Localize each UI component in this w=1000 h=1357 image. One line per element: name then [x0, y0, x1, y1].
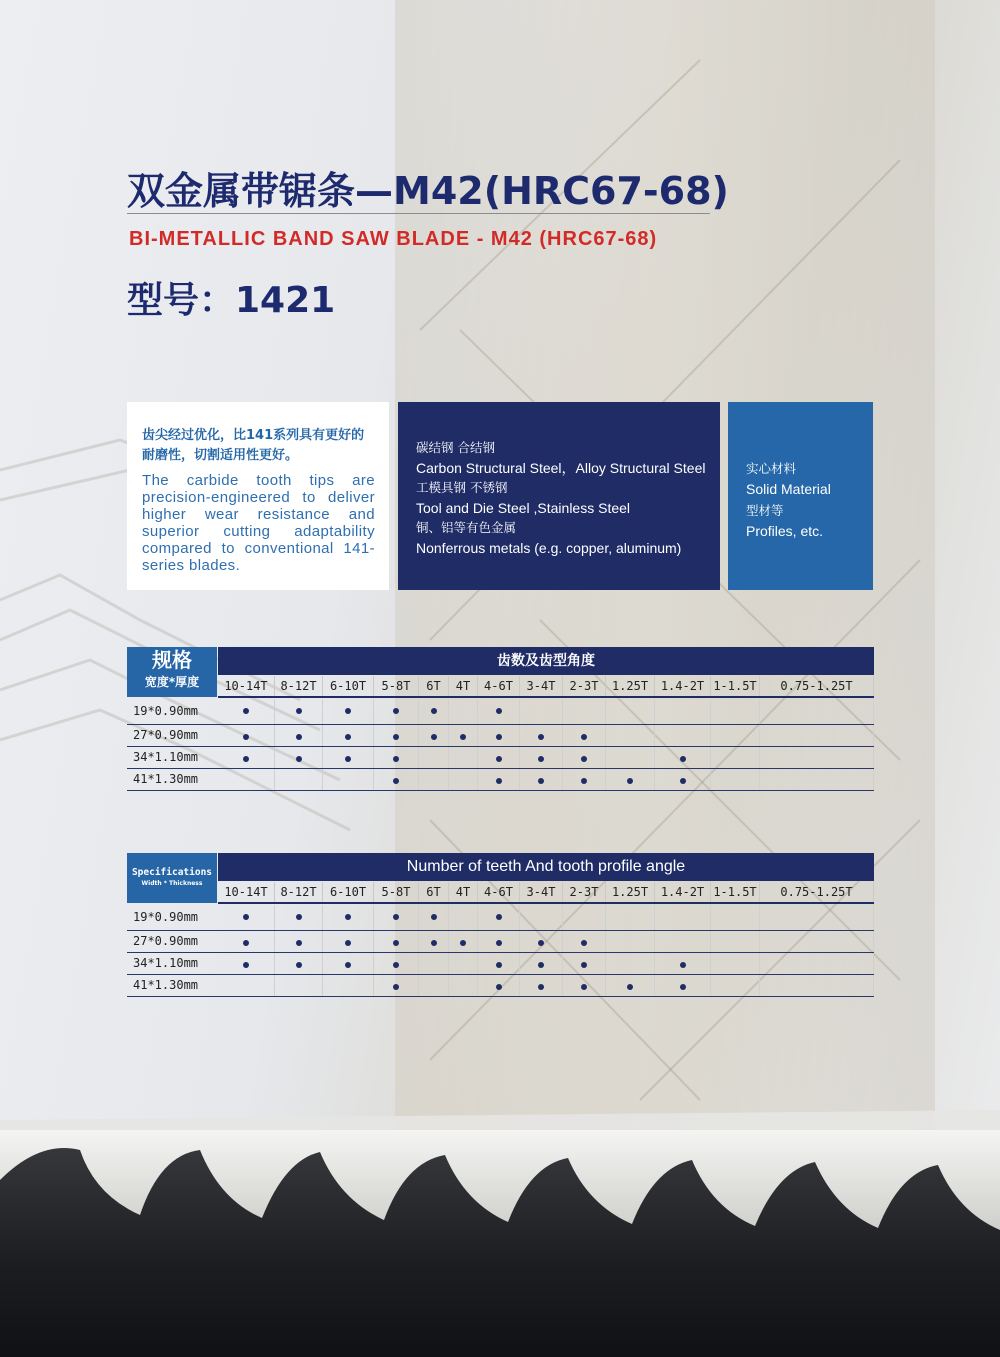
column-header: 4-6T: [478, 676, 520, 696]
intro-cn: 齿尖经过优化，比141系列具有更好的耐磨性，切割适用性更好。: [142, 428, 365, 463]
mark-cell: [449, 975, 478, 996]
availability-dot: [538, 962, 544, 968]
mark-cell: [606, 725, 655, 746]
spec-header-cell-cn: [127, 647, 217, 697]
mark-cell: [520, 699, 563, 724]
mark-cell: [478, 931, 520, 952]
mark-cell: [711, 699, 760, 724]
mark-cell: [520, 725, 563, 746]
teeth-header-band-en: Number of teeth And tooth profile angle: [218, 853, 874, 881]
mark-cell: [374, 953, 419, 974]
mark-cell: [419, 905, 449, 930]
mark-cell: [449, 931, 478, 952]
column-header: 10-14T: [218, 882, 275, 902]
mark-cell: [711, 747, 760, 768]
column-header: 1.25T: [606, 676, 655, 696]
size-cell: 41*1.30mm: [133, 772, 199, 786]
table-row: [127, 953, 874, 975]
size-cell: 41*1.30mm: [133, 978, 199, 992]
mark-cell: [449, 725, 478, 746]
mark-cell: [606, 769, 655, 790]
mark-cell: [760, 953, 874, 974]
column-header: 4-6T: [478, 882, 520, 902]
forms-line2-en: Profiles, etc.: [746, 523, 824, 539]
mark-cell: [563, 769, 606, 790]
size-cell: 27*0.90mm: [133, 934, 199, 948]
mark-cell: [520, 747, 563, 768]
availability-dot: [243, 962, 249, 968]
column-header: 5-8T: [374, 676, 419, 696]
mark-cell: [275, 747, 323, 768]
mark-cell: [563, 975, 606, 996]
availability-dot: [393, 914, 399, 920]
mark-cell: [218, 905, 275, 930]
availability-dot: [496, 708, 502, 714]
intro-en: The carbide tooth tips are precision-engineered to deliver higher wear resistance and superior cutting adaptability compared to conventional 141-series blades.: [142, 472, 375, 574]
availability-dot: [296, 756, 302, 762]
mark-cell: [218, 699, 275, 724]
availability-dot: [345, 708, 351, 714]
materials-line1-en: Carbon Structural Steel，Alloy Structural Steel: [416, 460, 706, 476]
mark-cell: [478, 953, 520, 974]
mark-cell: [419, 953, 449, 974]
column-header: 3-4T: [520, 882, 563, 902]
table-row: [127, 747, 874, 769]
availability-dot: [538, 778, 544, 784]
mark-cell: [606, 699, 655, 724]
mark-cell: [374, 699, 419, 724]
availability-dot: [496, 914, 502, 920]
mark-cell: [606, 931, 655, 952]
mark-cell: [563, 747, 606, 768]
column-header: 6-10T: [323, 882, 374, 902]
availability-dot: [538, 756, 544, 762]
mark-cell: [323, 931, 374, 952]
mark-cell: [711, 953, 760, 974]
mark-cell: [655, 747, 711, 768]
mark-cell: [520, 975, 563, 996]
column-header: 1-1.5T: [711, 676, 760, 696]
availability-dot: [345, 940, 351, 946]
size-cell: 19*0.90mm: [133, 704, 199, 718]
availability-dot: [581, 734, 587, 740]
mark-cell: [419, 725, 449, 746]
mark-cell: [711, 975, 760, 996]
mark-cell: [275, 725, 323, 746]
materials-line2-cn: 工模具钢 不锈钢: [416, 480, 508, 495]
materials-line1-cn: 碳结钢 合结钢: [416, 440, 495, 455]
mark-cell: [323, 725, 374, 746]
size-cell: 19*0.90mm: [133, 910, 199, 924]
mark-cell: [563, 953, 606, 974]
availability-dot: [460, 940, 466, 946]
mark-cell: [449, 953, 478, 974]
column-header: 6-10T: [323, 676, 374, 696]
availability-dot: [496, 984, 502, 990]
availability-dot: [431, 734, 437, 740]
mark-cell: [563, 905, 606, 930]
mark-cell: [218, 769, 275, 790]
availability-dot: [538, 734, 544, 740]
availability-dot: [581, 962, 587, 968]
mark-cell: [563, 725, 606, 746]
mark-cell: [760, 931, 874, 952]
mark-cell: [374, 725, 419, 746]
mark-cell: [655, 953, 711, 974]
mark-cell: [563, 699, 606, 724]
availability-dot: [243, 914, 249, 920]
title-divider: [127, 213, 710, 214]
availability-dot: [460, 734, 466, 740]
mark-cell: [323, 769, 374, 790]
page-title-cn: 双金属带锯条—M42(HRC67-68): [127, 169, 729, 213]
availability-dot: [345, 734, 351, 740]
mark-cell: [760, 747, 874, 768]
mark-cell: [419, 769, 449, 790]
column-header: 2-3T: [563, 882, 606, 902]
mark-cell: [419, 747, 449, 768]
column-header: 1.4-2T: [655, 676, 711, 696]
availability-dot: [680, 962, 686, 968]
mark-cell: [655, 931, 711, 952]
availability-dot: [627, 984, 633, 990]
column-header: 8-12T: [275, 882, 323, 902]
size-cell: 34*1.10mm: [133, 750, 199, 764]
mark-cell: [323, 953, 374, 974]
mark-cell: [520, 905, 563, 930]
column-header: 3-4T: [520, 676, 563, 696]
table-row: [127, 725, 874, 747]
spec-header-sub-en: Width * Thickness: [141, 880, 203, 887]
availability-dot: [496, 940, 502, 946]
column-header-row: [218, 882, 874, 904]
mark-cell: [655, 975, 711, 996]
availability-dot: [296, 914, 302, 920]
size-cell: 34*1.10mm: [133, 956, 199, 970]
mark-cell: [419, 931, 449, 952]
column-header: 6T: [419, 676, 449, 696]
column-header: 4T: [449, 882, 478, 902]
mark-cell: [218, 725, 275, 746]
mark-cell: [323, 975, 374, 996]
mark-cell: [606, 975, 655, 996]
availability-dot: [393, 778, 399, 784]
availability-dot: [345, 962, 351, 968]
availability-dot: [296, 940, 302, 946]
availability-dot: [496, 778, 502, 784]
availability-dot: [680, 778, 686, 784]
availability-dot: [431, 940, 437, 946]
size-cell: 27*0.90mm: [133, 728, 199, 742]
table-row: [127, 905, 874, 931]
materials-box: [398, 402, 720, 590]
mark-cell: [275, 905, 323, 930]
mark-cell: [711, 931, 760, 952]
materials-line3-en: Nonferrous metals (e.g. copper, aluminum): [416, 540, 682, 556]
availability-dot: [431, 914, 437, 920]
availability-dot: [243, 734, 249, 740]
spec-rows: [127, 905, 874, 997]
mark-cell: [711, 905, 760, 930]
column-header: 0.75-1.25T: [760, 676, 874, 696]
mark-cell: [323, 905, 374, 930]
mark-cell: [478, 699, 520, 724]
materials-line3-cn: 铜、铝等有色金属: [416, 520, 517, 535]
availability-dot: [296, 734, 302, 740]
mark-cell: [218, 931, 275, 952]
page-title-en: BI-METALLIC BAND SAW BLADE - M42 (HRC67-68): [129, 228, 658, 250]
mark-cell: [655, 725, 711, 746]
table-row: [127, 931, 874, 953]
intro-box: [127, 402, 389, 590]
mark-cell: [478, 725, 520, 746]
availability-dot: [345, 914, 351, 920]
mark-cell: [760, 699, 874, 724]
mark-cell: [218, 747, 275, 768]
spec-header-sub-cn: 宽度*厚度: [144, 675, 200, 689]
mark-cell: [760, 725, 874, 746]
availability-dot: [627, 778, 633, 784]
mark-cell: [374, 769, 419, 790]
column-header: 1.25T: [606, 882, 655, 902]
column-header-row: [218, 676, 874, 698]
mark-cell: [711, 725, 760, 746]
column-header: 1-1.5T: [711, 882, 760, 902]
mark-cell: [275, 769, 323, 790]
mark-cell: [655, 769, 711, 790]
availability-dot: [243, 708, 249, 714]
forms-line1-en: Solid Material: [746, 481, 831, 497]
column-header: 10-14T: [218, 676, 275, 696]
availability-dot: [393, 984, 399, 990]
availability-dot: [581, 778, 587, 784]
column-header: 8-12T: [275, 676, 323, 696]
mark-cell: [478, 905, 520, 930]
mark-cell: [711, 769, 760, 790]
mark-cell: [374, 931, 419, 952]
spec-header-main-en: Specifications: [131, 867, 213, 878]
mark-cell: [275, 953, 323, 974]
materials-line2-en: Tool and Die Steel ,Stainless Steel: [416, 500, 631, 516]
model-number: 型号：1421: [127, 280, 336, 321]
column-header: 2-3T: [563, 676, 606, 696]
availability-dot: [581, 756, 587, 762]
mark-cell: [563, 931, 606, 952]
availability-dot: [345, 756, 351, 762]
column-header: 5-8T: [374, 882, 419, 902]
availability-dot: [393, 940, 399, 946]
spec-header-main-cn: 规格: [152, 648, 192, 672]
column-header: 6T: [419, 882, 449, 902]
availability-dot: [296, 962, 302, 968]
availability-dot: [680, 756, 686, 762]
spec-header-cell-en: [127, 853, 217, 903]
mark-cell: [760, 975, 874, 996]
availability-dot: [243, 940, 249, 946]
mark-cell: [606, 953, 655, 974]
mark-cell: [655, 905, 711, 930]
availability-dot: [496, 962, 502, 968]
spec-rows: [127, 699, 874, 791]
mark-cell: [323, 747, 374, 768]
mark-cell: [520, 931, 563, 952]
teeth-header-band-cn: 齿数及齿型角度: [218, 647, 874, 675]
forms-line2-cn: 型材等: [746, 503, 784, 518]
availability-dot: [538, 940, 544, 946]
availability-dot: [581, 984, 587, 990]
mark-cell: [478, 769, 520, 790]
mark-cell: [760, 905, 874, 930]
mark-cell: [449, 905, 478, 930]
table-row: [127, 769, 874, 791]
mark-cell: [606, 905, 655, 930]
table-row: [127, 699, 874, 725]
mark-cell: [478, 747, 520, 768]
availability-dot: [393, 962, 399, 968]
availability-dot: [393, 708, 399, 714]
availability-dot: [393, 756, 399, 762]
column-header: 1.4-2T: [655, 882, 711, 902]
mark-cell: [275, 931, 323, 952]
forms-box: [728, 402, 873, 590]
availability-dot: [296, 708, 302, 714]
availability-dot: [243, 756, 249, 762]
mark-cell: [218, 975, 275, 996]
mark-cell: [275, 975, 323, 996]
forms-line1-cn: 实心材料: [746, 461, 797, 476]
mark-cell: [218, 953, 275, 974]
mark-cell: [374, 747, 419, 768]
availability-dot: [581, 940, 587, 946]
column-header: 4T: [449, 676, 478, 696]
mark-cell: [323, 699, 374, 724]
mark-cell: [449, 769, 478, 790]
mark-cell: [478, 975, 520, 996]
mark-cell: [520, 953, 563, 974]
table-row: [127, 975, 874, 997]
mark-cell: [449, 747, 478, 768]
availability-dot: [680, 984, 686, 990]
mark-cell: [760, 769, 874, 790]
availability-dot: [393, 734, 399, 740]
column-header: 0.75-1.25T: [760, 882, 874, 902]
mark-cell: [419, 975, 449, 996]
mark-cell: [449, 699, 478, 724]
availability-dot: [431, 708, 437, 714]
mark-cell: [275, 699, 323, 724]
availability-dot: [538, 984, 544, 990]
availability-dot: [496, 734, 502, 740]
availability-dot: [496, 756, 502, 762]
mark-cell: [606, 747, 655, 768]
mark-cell: [520, 769, 563, 790]
mark-cell: [374, 905, 419, 930]
mark-cell: [419, 699, 449, 724]
mark-cell: [655, 699, 711, 724]
mark-cell: [374, 975, 419, 996]
